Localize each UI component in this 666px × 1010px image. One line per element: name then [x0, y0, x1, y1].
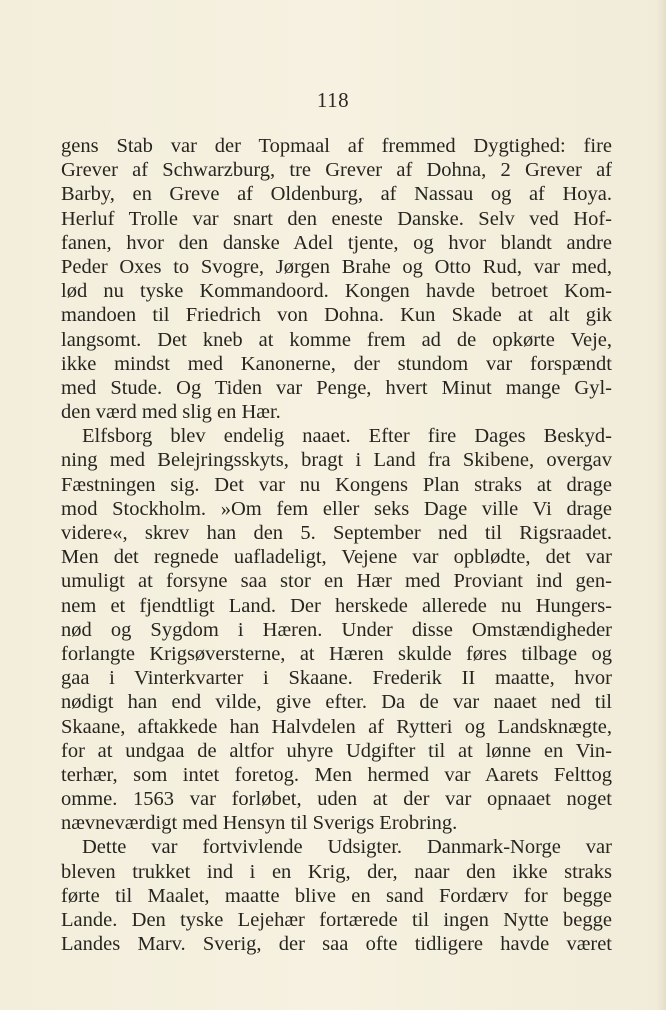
text-line: umuligt at forsyne saa stor en Hær med Proviant ind gen- — [61, 570, 612, 593]
text-line: Barby, en Greve af Oldenburg, af Nassau og af Hoya. — [61, 183, 612, 206]
text-line: nævneværdigt med Hensyn til Sverigs Erobring. — [61, 812, 458, 835]
text-line: nem et fjendtligt Land. Der herskede allerede nu Hungers- — [61, 594, 612, 617]
text-line: Landes Marv. Sverig, der saa ofte tidligere havde været — [61, 933, 612, 956]
text-line: for at undgaa de altfor uhyre Udgifter til at lønne en Vin- — [61, 739, 612, 762]
text-line: langsomt. Det kneb at komme frem ad de opkørte Veje, — [61, 328, 612, 351]
text-line: Elfsborg blev endelig naaet. Efter fire Dages Beskyd- — [82, 425, 612, 448]
text-line: den værd med slig en Hær. — [61, 401, 281, 424]
text-line: Peder Oxes to Svogre, Jørgen Brahe og Otto Rud, var med, — [61, 255, 612, 278]
text-line: Men det regnede uafladeligt, Vejene var opblødte, det var — [61, 546, 612, 569]
text-line: nød og Sygdom i Hæren. Under disse Omstændigheder — [61, 618, 612, 641]
text-line: ikke mindst med Kanonerne, der stundom var forspændt — [61, 352, 612, 375]
text-line: førte til Maalet, maatte blive en sand Fordærv for begge — [61, 884, 612, 907]
text-line: med Stude. Og Tiden var Penge, hvert Minut mange Gyl- — [61, 376, 612, 399]
text-line: Lande. Den tyske Lejehær fortærede til ingen Nytte begge — [61, 909, 612, 931]
text-line: lød nu tyske Kommandoord. Kongen havde betroet Kom- — [61, 280, 612, 303]
text-line: ning med Belejringsskyts, bragt i Land fra Skibene, overgav — [61, 449, 612, 472]
text-line: mandoen til Friedrich von Dohna. Kun Skade at alt gik — [61, 304, 612, 327]
text-line: nødigt han end vilde, give efter. Da de var naaet ned til — [61, 691, 612, 714]
text-line: forlangte Krigsøversterne, at Hæren skulde føres tilbage og — [61, 642, 612, 665]
text-line: gens Stab var der Topmaal af fremmed Dygtighed: fire — [61, 135, 612, 157]
text-line: fanen, hvor den danske Adel tjente, og hvor blandt andre — [61, 231, 612, 254]
text-line: videre«, skrev han den 5. September ned til Rigsraadet. — [61, 522, 612, 544]
page-edge-shadow — [656, 0, 666, 1010]
text-line: Herluf Trolle var snart den eneste Danske. Selv ved Hof- — [61, 207, 612, 230]
text-line: Grever af Schwarzburg, tre Grever af Dohna, 2 Grever af — [61, 159, 612, 182]
page-number: 118 — [316, 88, 350, 112]
text-line: Dette var fortvivlende Udsigter. Danmark-Norge var — [82, 836, 612, 859]
text-line: bleven trukket ind i en Krig, der, naar den ikke straks — [61, 860, 612, 883]
text-line: Fæstningen sig. Det var nu Kongens Plan straks at drage — [61, 473, 612, 496]
text-line: gaa i Vinterkvarter i Skaane. Frederik II maatte, hvor — [61, 667, 612, 690]
text-line: Skaane, aftakkede han Halvdelen af Rytteri og Landsknægte, — [61, 715, 612, 738]
body-text — [61, 134, 612, 956]
text-line: omme. 1563 var forløbet, uden at der var opnaaet noget — [61, 788, 612, 811]
text-line: terhær, som intet foretog. Men hermed var Aarets Felttog — [61, 763, 612, 786]
text-line: mod Stockholm. »Om fem eller seks Dage ville Vi drage — [61, 497, 612, 520]
